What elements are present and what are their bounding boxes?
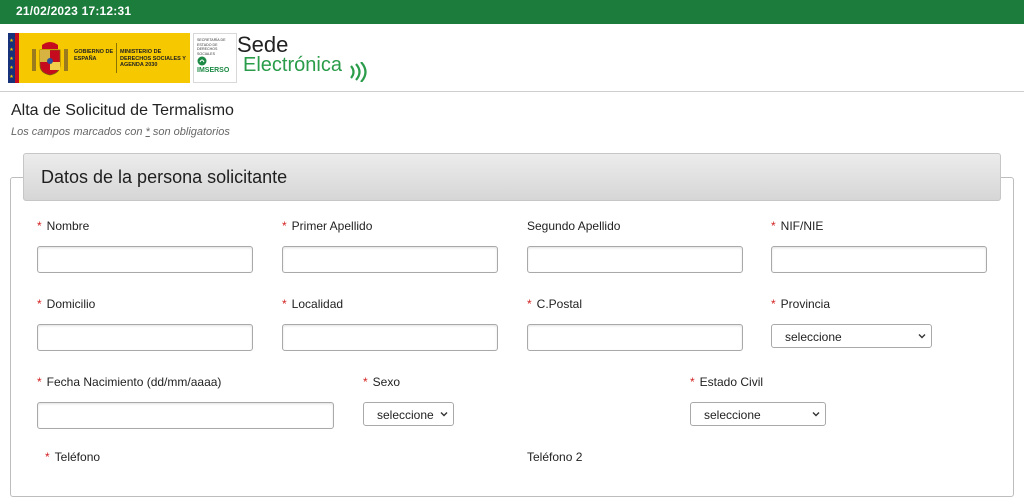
signal-waves-icon <box>348 62 370 82</box>
estado-civil-select-value: seleccione <box>704 408 761 422</box>
ministerio-text: MINISTERIO DE DERECHOS SOCIALES Y AGENDA 2030 <box>120 49 186 68</box>
electronica-text: Electrónica <box>243 54 342 76</box>
page-title: Alta de Solicitud de Termalismo <box>11 102 234 119</box>
top-status-bar <box>0 0 1024 24</box>
fecha-nacimiento-input[interactable] <box>37 402 334 429</box>
site-header <box>0 24 1024 92</box>
chevron-down-icon <box>440 410 448 418</box>
section-title: Datos de la persona solicitante <box>41 167 288 187</box>
localidad-input[interactable] <box>282 324 498 351</box>
gobierno-espana-logo[interactable] <box>8 33 190 83</box>
gobierno-text: GOBIERNO DE ESPAÑA <box>74 49 114 62</box>
chevron-down-icon <box>918 332 926 340</box>
eu-flag-icon: ★ ★ ★ ★ ★ <box>8 33 15 83</box>
coat-of-arms-icon <box>30 39 70 77</box>
chevron-down-icon <box>812 410 820 418</box>
required-asterisk: * <box>145 126 150 138</box>
localidad-label: * Localidad <box>282 297 344 311</box>
segundo-apellido-label: Segundo Apellido <box>527 219 621 233</box>
provincia-label: * Provincia <box>771 297 831 311</box>
sexo-select-value: seleccione <box>377 408 434 422</box>
telefono-label: * Teléfono <box>45 450 101 464</box>
provincia-select[interactable] <box>771 324 932 348</box>
nif-label: * NIF/NIE <box>771 219 824 233</box>
segundo-apellido-input[interactable] <box>527 246 743 273</box>
datetime-label: 21/02/2023 17:12:31 <box>16 4 132 18</box>
primer-apellido-label: * Primer Apellido <box>282 219 373 233</box>
imserso-text: IMSERSO <box>197 67 230 74</box>
domicilio-input[interactable] <box>37 324 253 351</box>
estado-civil-label: * Estado Civil <box>690 375 764 389</box>
imserso-mark-icon <box>197 56 207 66</box>
sede-electronica-logo[interactable] <box>237 32 377 84</box>
telefono2-label: Teléfono 2 <box>527 450 583 464</box>
nombre-input[interactable] <box>37 246 253 273</box>
cpostal-label: * C.Postal <box>527 297 583 311</box>
sede-text: Sede <box>237 32 289 57</box>
nombre-label: * Nombre <box>37 219 90 233</box>
fecha-nacimiento-label: * Fecha Nacimiento (dd/mm/aaaa) <box>37 375 222 389</box>
section-header <box>23 153 1001 201</box>
sexo-select[interactable] <box>363 402 454 426</box>
domicilio-label: * Domicilio <box>37 297 96 311</box>
cpostal-input[interactable] <box>527 324 743 351</box>
secretaria-text: SECRETARÍA DE ESTADO DE DERECHOS SOCIALES <box>197 38 226 56</box>
provincia-select-value: seleccione <box>785 330 842 344</box>
nif-input[interactable] <box>771 246 987 273</box>
sexo-label: * Sexo <box>363 375 401 389</box>
primer-apellido-input[interactable] <box>282 246 498 273</box>
required-fields-note: Los campos marcados con * son obligatorios <box>11 126 230 138</box>
imserso-logo[interactable] <box>193 33 237 83</box>
estado-civil-select[interactable] <box>690 402 826 426</box>
